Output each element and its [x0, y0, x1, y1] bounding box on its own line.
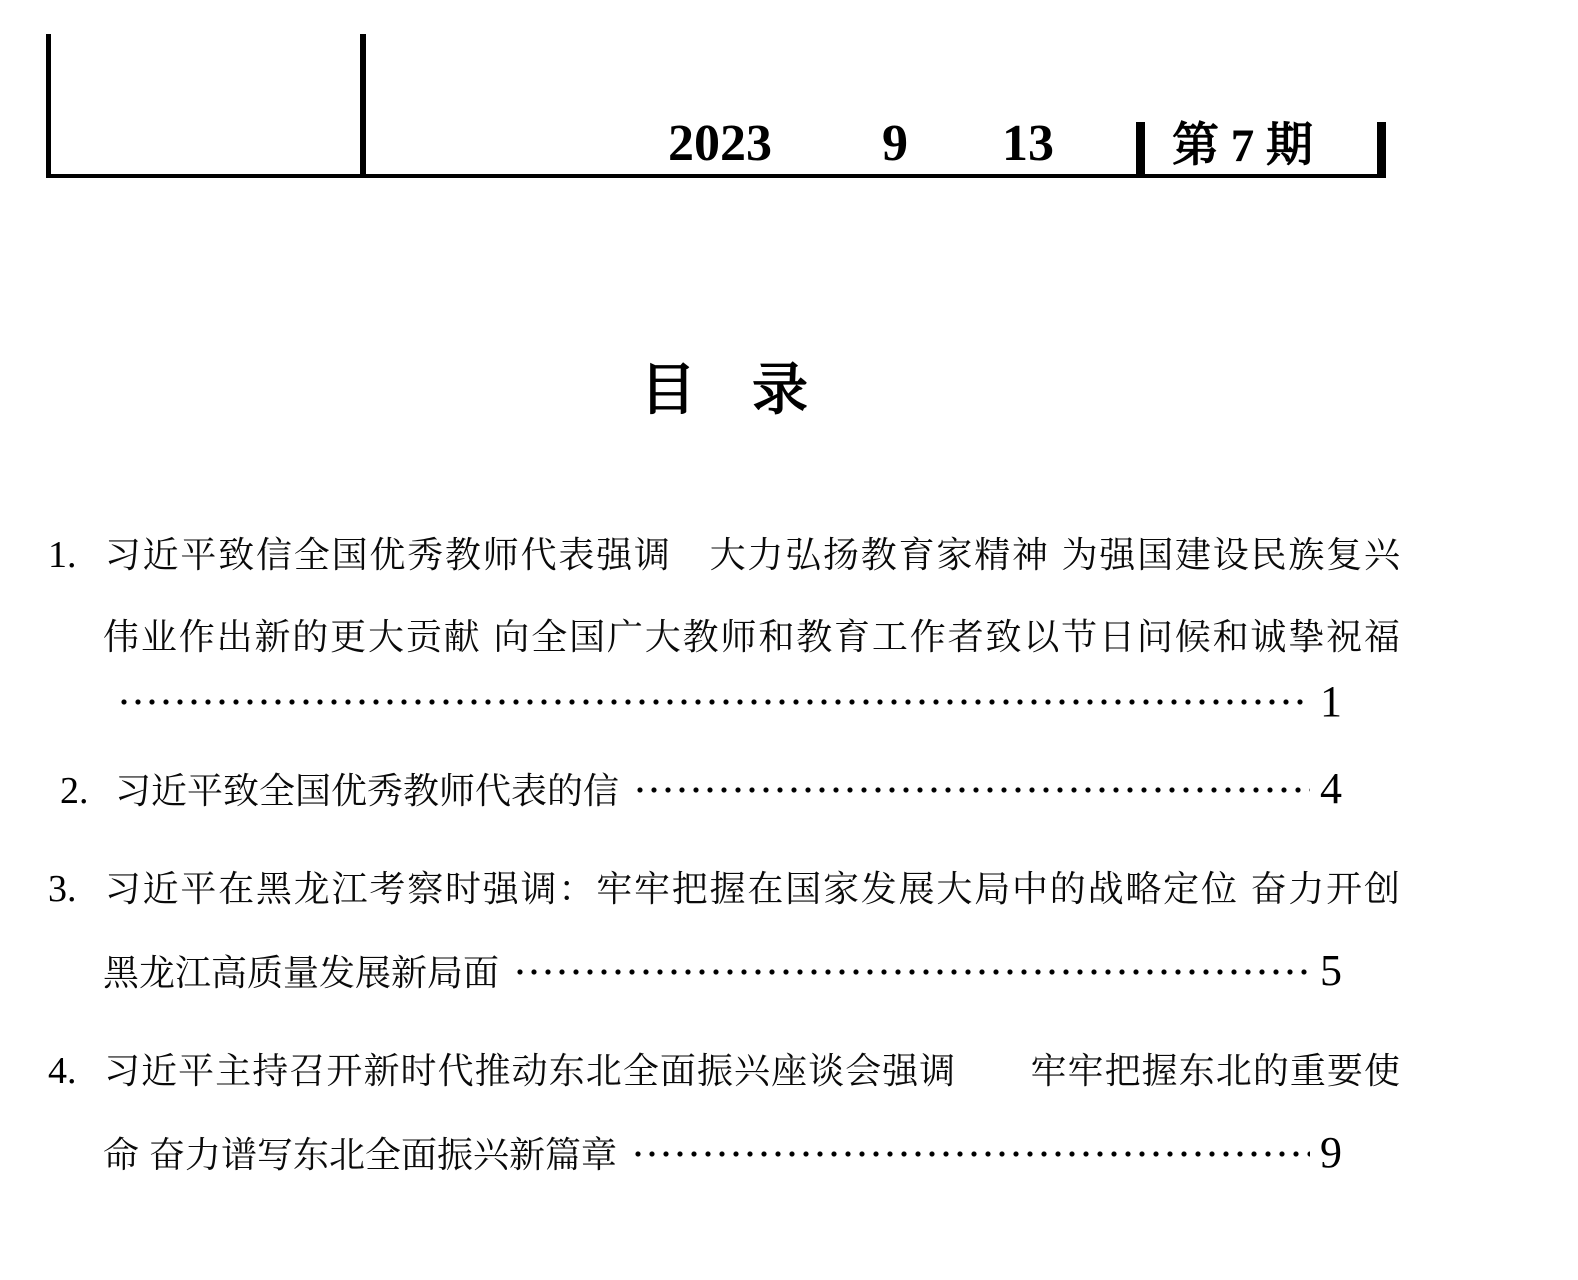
- toc-entry-3: [48, 848, 1400, 1014]
- toc-entry-3-number: 3.: [48, 868, 77, 910]
- dot-leader: [629, 1150, 1310, 1158]
- toc-entry-4: [48, 1030, 1400, 1196]
- toc-entry-1-line-2: [48, 596, 1400, 678]
- masthead-left-rule: [46, 34, 51, 176]
- toc-entry-1-line-1: [48, 514, 1400, 596]
- toc-entry-1-number: 1.: [48, 534, 77, 576]
- issue-label: 第 7 期: [1172, 120, 1313, 172]
- toc-entry-4-text: 习近平主持召开新时代推动东北全面振兴座谈会强调 牢牢把握东北的重要使: [103, 1050, 1400, 1091]
- toc-entry-1-text: 习近平致信全国优秀教师代表强调 大力弘扬教育家精神 为强国建设民族复兴: [103, 534, 1400, 575]
- toc-entry-4-line-1: [48, 1030, 1400, 1112]
- toc-entry-3-text-continued: 黑龙江高质量发展新局面: [103, 952, 500, 993]
- toc-entry-4-leader-line: [48, 1112, 1400, 1196]
- toc-entry-2-number: 2.: [60, 770, 89, 812]
- toc-entry-3-leader-line: [48, 930, 1400, 1014]
- masthead-month: 9: [882, 115, 908, 172]
- toc-entry-1-page-number: 1: [1320, 677, 1342, 726]
- toc-entry-2-page-number: 4: [1320, 764, 1342, 813]
- issue-right-bar: [1377, 122, 1386, 174]
- table-of-contents: [48, 514, 1400, 1196]
- dot-leader: [115, 698, 1310, 706]
- dot-leader: [511, 968, 1310, 976]
- toc-entry-4-text-continued: 命 奋力谱写东北全面振兴新篇章: [103, 1134, 618, 1175]
- dot-leader: [631, 786, 1310, 794]
- toc-entry-2: [48, 748, 1400, 832]
- toc-entry-3-text: 习近平在黑龙江考察时强调：牢牢把握在国家发展大局中的战略定位 奋力开创: [103, 868, 1400, 909]
- masthead-bottom-rule: [46, 174, 1386, 178]
- toc-entry-3-line-1: [48, 848, 1400, 930]
- toc-entry-1-text-continued: 伟业作出新的更大贡献 向全国广大教师和教育工作者致以节日问候和诚挚祝福: [103, 616, 1400, 657]
- toc-entry-2-leader-line: [48, 748, 1400, 832]
- masthead: [0, 0, 1578, 178]
- toc-entry-4-page-number: 9: [1320, 1128, 1342, 1177]
- toc-title: 目 录: [640, 358, 808, 421]
- issue-left-bar: [1136, 122, 1145, 174]
- masthead-year: 2023: [668, 115, 772, 172]
- toc-entry-4-number: 4.: [48, 1050, 77, 1092]
- toc-entry-2-text: 习近平致全国优秀教师代表的信: [115, 770, 620, 811]
- masthead-middle-rule: [360, 34, 366, 176]
- toc-entry-1-leader-line: [48, 678, 1400, 726]
- toc-entry-3-page-number: 5: [1320, 946, 1342, 995]
- masthead-day: 13: [1002, 115, 1054, 172]
- toc-entry-1: [48, 514, 1400, 726]
